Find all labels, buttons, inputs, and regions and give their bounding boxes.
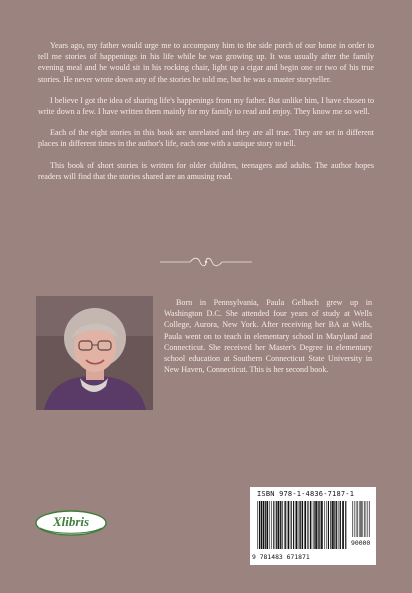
barcode-bar: [336, 501, 337, 549]
barcode-bar: [284, 501, 285, 549]
barcode-bar: [291, 501, 292, 549]
barcode-bar: [269, 501, 270, 549]
barcode-bar: [369, 501, 370, 537]
barcode-bar: [332, 501, 334, 549]
barcode-bar: [261, 501, 263, 549]
barcode-addon-number: 90000: [351, 539, 371, 547]
barcode-bar: [280, 501, 281, 549]
blurb-paragraph-3: Each of the eight stories in this book are unrelated and they are all true. They are set in different places in different times in the author's life, each one with a unique story to tell.: [38, 128, 374, 149]
barcode-bar: [282, 501, 283, 549]
barcode-bar: [326, 501, 327, 549]
ornament-divider: [160, 256, 252, 268]
barcode-addon-bars: [351, 501, 371, 537]
barcode-bar: [339, 501, 340, 549]
barcode-bar: [285, 501, 286, 549]
barcode-bar: [356, 501, 357, 537]
barcode-bar: [257, 501, 258, 549]
barcode-bar: [265, 501, 266, 549]
barcode-bar: [357, 501, 358, 537]
barcode-bar: [321, 501, 323, 549]
barcode-bar: [312, 501, 313, 549]
barcode-bar: [334, 501, 335, 549]
barcode-bar: [276, 501, 277, 549]
barcode-bar: [298, 501, 299, 549]
author-bio-text: Born in Pennsylvania, Paula Gelbach grew up in Washington D.C. She attended four years of study at Wells College, Aurora, New York. After receiving her BA at Wells, Paula went on to teach in elementary school in Maryland and Connecticut. She received her Master's Degree in elementary school education at Southern Connecticut State University in New Haven, Connecticut. This is her second book.: [164, 298, 372, 375]
barcode-bar: [328, 501, 329, 549]
barcode-bar: [314, 501, 315, 549]
barcode-bar: [354, 501, 355, 537]
barcode-bar: [319, 501, 320, 549]
barcode-bar: [352, 501, 353, 537]
barcode-bar: [302, 501, 303, 549]
barcode-bar: [300, 501, 301, 549]
barcode-bar: [315, 501, 317, 549]
barcode-bar: [360, 501, 361, 537]
barcode-number: 9 781483 671871: [252, 553, 310, 561]
barcode-bar: [318, 501, 319, 549]
barcode-bar: [368, 501, 369, 537]
blurb-paragraph-2: I believe I got the idea of sharing life's happenings from my father. But unlike him, I have chosen to write down a few. I have written them mainly for my family to read and enjoy. They know me so well.: [38, 95, 374, 117]
xlibris-logo-text: Xlibris: [52, 514, 90, 529]
barcode-bar: [299, 501, 300, 549]
barcode-bar: [345, 501, 346, 549]
barcode-bar: [310, 501, 311, 549]
blurb: [38, 40, 374, 192]
isbn-label: ISBN 978-1-4836-7187-1: [257, 490, 355, 498]
barcode-bar: [330, 501, 331, 549]
isbn-barcode: [250, 487, 376, 565]
barcode-bar: [273, 501, 274, 549]
author-bio: [164, 297, 372, 375]
barcode-bar: [364, 501, 365, 537]
barcode-bar: [324, 501, 325, 549]
barcode-bar: [271, 501, 272, 549]
barcode-bar: [340, 501, 341, 549]
barcode-bar: [361, 501, 362, 537]
barcode-bar: [266, 501, 268, 549]
barcode-bar: [259, 501, 260, 549]
barcode-bar: [263, 501, 264, 549]
barcode-bar: [277, 501, 279, 549]
author-photo: [36, 296, 153, 410]
barcode-bar: [288, 501, 290, 549]
barcode-bar: [363, 501, 364, 537]
barcode-bar: [366, 501, 367, 537]
blurb-paragraph-1: Years ago, my father would urge me to accompany him to the side porch of our home in order to tell me stories of happenings in his life while he was growing up. It was usually after the family evening meal and he would sit in his rocking chair, light up a cigar and begin one or two of his true stories. He never wrote down any of the stories he told me, but he was a master storyteller.: [38, 41, 374, 84]
blurb-paragraph-4: This book of short stories is written for older children, teenagers and adults. The author hopes readers will find that the stories shared are an amusing read.: [38, 160, 374, 181]
barcode-bar: [293, 501, 294, 549]
barcode-bar: [304, 501, 306, 549]
barcode-bar: [359, 501, 360, 537]
barcode-bar: [296, 501, 298, 549]
barcode-bar: [342, 501, 344, 549]
barcode-bars: [256, 501, 348, 549]
barcode-bar: [307, 501, 308, 549]
